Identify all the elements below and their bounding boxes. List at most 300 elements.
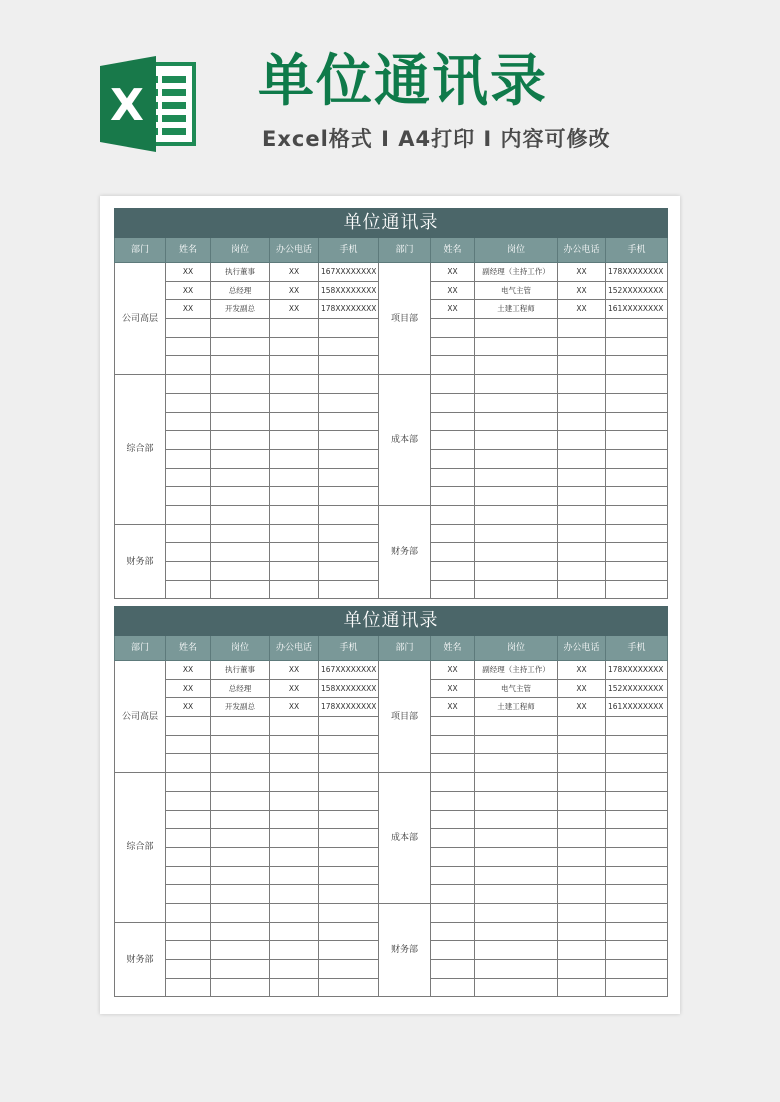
name-cell[interactable] [431,431,475,450]
mobile-cell[interactable] [606,468,668,487]
office-phone-cell[interactable] [270,960,319,979]
post-cell[interactable] [475,431,558,450]
post-cell[interactable] [475,375,558,394]
post-cell[interactable] [475,337,558,356]
office-phone-cell[interactable] [558,885,606,904]
column-header: 手机 [606,636,668,661]
post-cell[interactable] [475,580,558,599]
name-cell[interactable] [431,524,475,543]
mobile-cell[interactable] [606,393,668,412]
office-phone-cell[interactable] [270,562,319,581]
office-phone-cell[interactable] [558,754,606,773]
mobile-cell[interactable] [319,773,379,792]
post-cell[interactable] [475,941,558,960]
name-cell[interactable] [431,505,475,524]
name-cell[interactable]: XX [431,698,475,717]
name-cell[interactable]: XX [166,698,211,717]
office-phone-cell[interactable] [270,903,319,922]
name-cell[interactable] [431,885,475,904]
name-cell[interactable]: XX [166,281,211,300]
office-phone-cell[interactable]: XX [558,300,606,319]
name-cell[interactable] [431,487,475,506]
name-cell[interactable] [166,960,211,979]
office-phone-cell[interactable] [270,941,319,960]
office-phone-cell[interactable]: XX [558,698,606,717]
name-cell[interactable] [166,829,211,848]
post-cell[interactable] [211,468,270,487]
name-cell[interactable] [166,847,211,866]
name-cell[interactable] [166,885,211,904]
post-cell[interactable] [475,468,558,487]
mobile-cell[interactable] [606,754,668,773]
mobile-cell[interactable]: 161XXXXXXXX [606,698,668,717]
post-cell[interactable] [475,356,558,375]
office-phone-cell[interactable] [270,393,319,412]
name-cell[interactable] [431,717,475,736]
post-cell[interactable] [211,505,270,524]
office-phone-cell[interactable] [270,885,319,904]
mobile-cell[interactable] [606,319,668,338]
post-cell[interactable] [211,319,270,338]
mobile-cell[interactable] [319,941,379,960]
office-phone-cell[interactable] [270,717,319,736]
office-phone-cell[interactable] [270,449,319,468]
office-phone-cell[interactable] [270,431,319,450]
mobile-cell[interactable] [606,773,668,792]
post-cell[interactable] [211,791,270,810]
post-cell[interactable]: 电气主管 [475,281,558,300]
office-phone-cell[interactable] [558,903,606,922]
mobile-cell[interactable] [606,978,668,997]
office-phone-cell[interactable] [270,580,319,599]
post-cell[interactable]: 副经理（主持工作） [475,263,558,282]
post-cell[interactable] [475,885,558,904]
post-cell[interactable] [475,866,558,885]
office-phone-cell[interactable] [270,810,319,829]
mobile-cell[interactable] [319,717,379,736]
post-cell[interactable]: 开发副总 [211,300,270,319]
office-phone-cell[interactable]: XX [558,263,606,282]
mobile-cell[interactable]: 158XXXXXXXX [319,281,379,300]
post-cell[interactable] [211,922,270,941]
office-phone-cell[interactable] [270,468,319,487]
name-cell[interactable] [431,468,475,487]
mobile-cell[interactable]: 161XXXXXXXX [606,300,668,319]
mobile-cell[interactable] [606,431,668,450]
office-phone-cell[interactable] [558,319,606,338]
name-cell[interactable] [431,960,475,979]
office-phone-cell[interactable] [558,487,606,506]
name-cell[interactable] [166,468,211,487]
mobile-cell[interactable]: 158XXXXXXXX [319,679,379,698]
office-phone-cell[interactable] [270,773,319,792]
post-cell[interactable] [475,717,558,736]
post-cell[interactable] [211,773,270,792]
name-cell[interactable] [431,337,475,356]
office-phone-cell[interactable]: XX [558,661,606,680]
mobile-cell[interactable] [606,356,668,375]
name-cell[interactable] [431,810,475,829]
mobile-cell[interactable] [319,319,379,338]
name-cell[interactable] [166,754,211,773]
mobile-cell[interactable] [319,356,379,375]
post-cell[interactable]: 执行董事 [211,661,270,680]
name-cell[interactable] [166,866,211,885]
mobile-cell[interactable] [606,412,668,431]
post-cell[interactable] [211,412,270,431]
mobile-cell[interactable] [319,375,379,394]
mobile-cell[interactable] [606,829,668,848]
name-cell[interactable] [431,319,475,338]
mobile-cell[interactable]: 152XXXXXXXX [606,281,668,300]
mobile-cell[interactable] [606,449,668,468]
post-cell[interactable] [475,543,558,562]
mobile-cell[interactable]: 178XXXXXXXX [606,661,668,680]
post-cell[interactable] [475,524,558,543]
name-cell[interactable] [431,829,475,848]
mobile-cell[interactable] [606,487,668,506]
mobile-cell[interactable]: 178XXXXXXXX [606,263,668,282]
name-cell[interactable] [431,903,475,922]
post-cell[interactable] [211,562,270,581]
mobile-cell[interactable] [606,791,668,810]
mobile-cell[interactable] [319,449,379,468]
mobile-cell[interactable]: 178XXXXXXXX [319,300,379,319]
post-cell[interactable] [475,754,558,773]
office-phone-cell[interactable] [270,922,319,941]
post-cell[interactable] [475,412,558,431]
mobile-cell[interactable] [606,960,668,979]
mobile-cell[interactable]: 167XXXXXXXX [319,661,379,680]
post-cell[interactable] [475,960,558,979]
name-cell[interactable] [431,735,475,754]
mobile-cell[interactable] [606,810,668,829]
mobile-cell[interactable] [319,885,379,904]
post-cell[interactable]: 电气主管 [475,679,558,698]
column-header: 部门 [115,636,166,661]
office-phone-cell[interactable] [270,337,319,356]
name-cell[interactable] [166,903,211,922]
mobile-cell[interactable] [319,505,379,524]
office-phone-cell[interactable]: XX [270,263,319,282]
office-phone-cell[interactable] [558,524,606,543]
name-cell[interactable] [166,505,211,524]
post-cell[interactable] [211,524,270,543]
post-cell[interactable]: 土建工程师 [475,300,558,319]
post-cell[interactable] [475,505,558,524]
post-cell[interactable] [475,773,558,792]
post-cell[interactable] [211,337,270,356]
name-cell[interactable]: XX [166,679,211,698]
mobile-cell[interactable] [319,922,379,941]
name-cell[interactable] [431,580,475,599]
office-phone-cell[interactable] [558,412,606,431]
column-header: 岗位 [475,238,558,263]
mobile-cell[interactable] [606,375,668,394]
office-phone-cell[interactable] [558,356,606,375]
office-phone-cell[interactable] [270,319,319,338]
name-cell[interactable] [166,393,211,412]
post-cell[interactable] [475,735,558,754]
name-cell[interactable] [431,393,475,412]
office-phone-cell[interactable] [270,543,319,562]
office-phone-cell[interactable] [558,978,606,997]
office-phone-cell[interactable] [558,735,606,754]
mobile-cell[interactable] [319,468,379,487]
mobile-cell[interactable] [319,754,379,773]
name-cell[interactable] [431,922,475,941]
post-cell[interactable] [211,810,270,829]
name-cell[interactable]: XX [166,263,211,282]
name-cell[interactable] [431,412,475,431]
name-cell[interactable] [431,375,475,394]
office-phone-cell[interactable] [270,356,319,375]
post-cell[interactable] [211,375,270,394]
document-page [100,196,680,1014]
office-phone-cell[interactable]: XX [270,698,319,717]
mobile-cell[interactable] [319,903,379,922]
post-cell[interactable] [475,903,558,922]
office-phone-cell[interactable] [558,543,606,562]
name-cell[interactable]: XX [431,300,475,319]
name-cell[interactable]: XX [166,300,211,319]
office-phone-cell[interactable] [558,337,606,356]
post-cell[interactable] [211,543,270,562]
mobile-cell[interactable] [606,885,668,904]
name-cell[interactable] [166,356,211,375]
post-cell[interactable] [475,791,558,810]
post-cell[interactable] [475,978,558,997]
sheet-title: 单位通讯录 [115,607,668,636]
post-cell[interactable]: 总经理 [211,281,270,300]
office-phone-cell[interactable] [270,375,319,394]
name-cell[interactable] [166,375,211,394]
office-phone-cell[interactable] [270,847,319,866]
name-cell[interactable] [431,866,475,885]
post-cell[interactable] [211,431,270,450]
mobile-cell[interactable] [606,337,668,356]
mobile-cell[interactable] [319,978,379,997]
post-cell[interactable]: 执行董事 [211,263,270,282]
post-cell[interactable] [475,449,558,468]
mobile-cell[interactable] [319,393,379,412]
office-phone-cell[interactable] [558,580,606,599]
mobile-cell[interactable] [606,543,668,562]
mobile-cell[interactable]: 178XXXXXXXX [319,698,379,717]
name-cell[interactable] [166,735,211,754]
mobile-cell[interactable] [319,791,379,810]
name-cell[interactable] [166,524,211,543]
office-phone-cell[interactable] [270,978,319,997]
name-cell[interactable] [431,356,475,375]
office-phone-cell[interactable] [270,791,319,810]
name-cell[interactable] [166,412,211,431]
mobile-cell[interactable]: 152XXXXXXXX [606,679,668,698]
mobile-cell[interactable] [606,903,668,922]
post-cell[interactable] [475,319,558,338]
post-cell[interactable] [211,735,270,754]
name-cell[interactable]: XX [431,661,475,680]
mobile-cell[interactable] [319,829,379,848]
name-cell[interactable] [431,754,475,773]
mobile-cell[interactable] [606,866,668,885]
post-cell[interactable] [211,393,270,412]
banner [0,0,780,195]
office-phone-cell[interactable]: XX [270,679,319,698]
name-cell[interactable] [166,562,211,581]
office-phone-cell[interactable] [558,829,606,848]
name-cell[interactable] [166,319,211,338]
mobile-cell[interactable]: 167XXXXXXXX [319,263,379,282]
department-cell: 财务部 [379,505,431,598]
post-cell[interactable] [211,580,270,599]
office-phone-cell[interactable] [270,524,319,543]
office-phone-cell[interactable] [270,829,319,848]
mobile-cell[interactable] [319,337,379,356]
name-cell[interactable] [166,773,211,792]
name-cell[interactable]: XX [166,661,211,680]
mobile-cell[interactable] [319,960,379,979]
name-cell[interactable]: XX [431,263,475,282]
post-cell[interactable] [475,487,558,506]
post-cell[interactable] [211,356,270,375]
name-cell[interactable] [431,847,475,866]
name-cell[interactable] [166,487,211,506]
column-header: 姓名 [166,636,211,661]
post-cell[interactable] [211,960,270,979]
office-phone-cell[interactable]: XX [270,661,319,680]
name-cell[interactable] [166,791,211,810]
name-cell[interactable]: XX [431,281,475,300]
office-phone-cell[interactable] [270,505,319,524]
mobile-cell[interactable] [319,487,379,506]
post-cell[interactable] [211,847,270,866]
name-cell[interactable] [166,717,211,736]
office-phone-cell[interactable] [270,487,319,506]
office-phone-cell[interactable] [558,791,606,810]
mobile-cell[interactable] [319,580,379,599]
name-cell[interactable] [166,978,211,997]
office-phone-cell[interactable] [558,375,606,394]
mobile-cell[interactable] [606,580,668,599]
office-phone-cell[interactable]: XX [558,281,606,300]
post-cell[interactable] [211,487,270,506]
post-cell[interactable] [475,810,558,829]
post-cell[interactable] [211,885,270,904]
name-cell[interactable] [431,773,475,792]
name-cell[interactable] [431,562,475,581]
office-phone-cell[interactable] [558,866,606,885]
office-phone-cell[interactable] [270,866,319,885]
department-cell: 成本部 [379,773,431,904]
office-phone-cell[interactable]: XX [270,281,319,300]
office-phone-cell[interactable] [558,431,606,450]
mobile-cell[interactable] [606,717,668,736]
name-cell[interactable] [166,941,211,960]
name-cell[interactable] [166,810,211,829]
mobile-cell[interactable] [606,922,668,941]
post-cell[interactable] [211,903,270,922]
office-phone-cell[interactable] [558,449,606,468]
name-cell[interactable] [166,337,211,356]
mobile-cell[interactable] [606,562,668,581]
office-phone-cell[interactable] [270,754,319,773]
office-phone-cell[interactable] [558,468,606,487]
office-phone-cell[interactable] [558,393,606,412]
mobile-cell[interactable] [606,941,668,960]
mobile-cell[interactable] [319,847,379,866]
post-cell[interactable] [475,829,558,848]
post-cell[interactable] [211,717,270,736]
name-cell[interactable] [431,449,475,468]
name-cell[interactable] [166,922,211,941]
post-cell[interactable]: 土建工程师 [475,698,558,717]
office-phone-cell[interactable] [270,735,319,754]
department-cell: 公司高层 [115,661,166,773]
mobile-cell[interactable] [319,735,379,754]
name-cell[interactable] [166,543,211,562]
mobile-cell[interactable] [319,524,379,543]
mobile-cell[interactable] [319,866,379,885]
post-cell[interactable] [475,562,558,581]
post-cell[interactable]: 副经理（主持工作） [475,661,558,680]
mobile-cell[interactable] [319,431,379,450]
name-cell[interactable] [166,449,211,468]
office-phone-cell[interactable] [558,562,606,581]
office-phone-cell[interactable] [558,922,606,941]
mobile-cell[interactable] [606,735,668,754]
column-header: 姓名 [166,238,211,263]
office-phone-cell[interactable] [270,412,319,431]
post-cell[interactable]: 开发副总 [211,698,270,717]
name-cell[interactable] [166,431,211,450]
name-cell[interactable] [166,580,211,599]
office-phone-cell[interactable] [558,847,606,866]
mobile-cell[interactable] [319,543,379,562]
mobile-cell[interactable] [319,562,379,581]
name-cell[interactable] [431,978,475,997]
name-cell[interactable] [431,791,475,810]
post-cell[interactable] [211,941,270,960]
office-phone-cell[interactable] [558,505,606,524]
office-phone-cell[interactable] [558,810,606,829]
post-cell[interactable] [211,754,270,773]
office-phone-cell[interactable]: XX [558,679,606,698]
post-cell[interactable] [211,866,270,885]
name-cell[interactable]: XX [431,679,475,698]
mobile-cell[interactable] [606,505,668,524]
name-cell[interactable] [431,543,475,562]
mobile-cell[interactable] [319,412,379,431]
post-cell[interactable] [475,847,558,866]
office-phone-cell[interactable]: XX [270,300,319,319]
post-cell[interactable] [211,829,270,848]
office-phone-cell[interactable] [558,773,606,792]
post-cell[interactable] [211,978,270,997]
post-cell[interactable] [475,393,558,412]
mobile-cell[interactable] [606,847,668,866]
post-cell[interactable]: 总经理 [211,679,270,698]
post-cell[interactable] [475,922,558,941]
mobile-cell[interactable] [319,810,379,829]
office-phone-cell[interactable] [558,941,606,960]
name-cell[interactable] [431,941,475,960]
office-phone-cell[interactable] [558,717,606,736]
table-row [115,661,668,680]
office-phone-cell[interactable] [558,960,606,979]
post-cell[interactable] [211,449,270,468]
mobile-cell[interactable] [606,524,668,543]
